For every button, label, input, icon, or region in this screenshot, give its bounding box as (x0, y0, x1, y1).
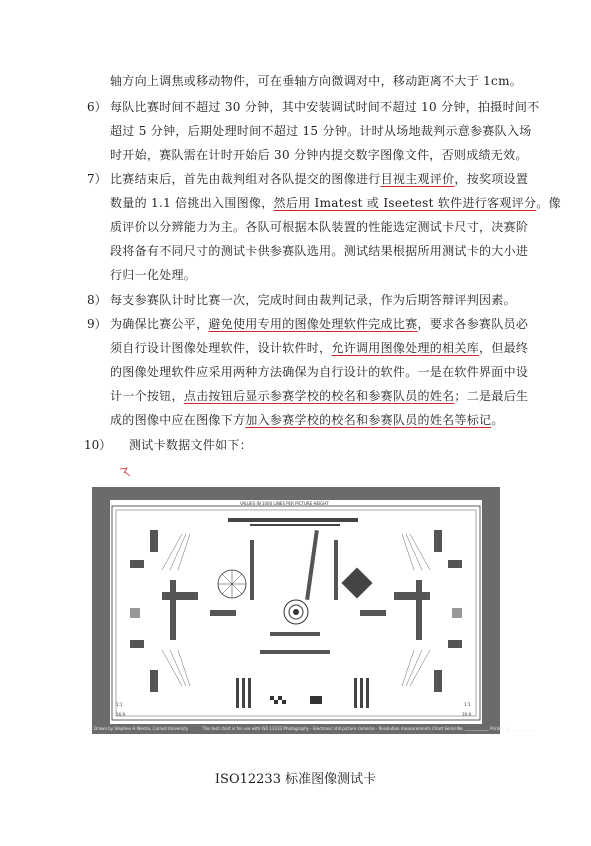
chart-corner-label: 1:1 (464, 702, 471, 707)
item-7-line: 段将备有不同尺寸的测试卡供参赛队选用。测试结果根据所用测试卡的大小进 (110, 244, 529, 258)
item-6-line: 时开始，赛队需在计时开始后 30 分钟内提交数字图像文件，否则成绩无效。 (110, 148, 528, 162)
iso12233-test-chart (92, 487, 536, 734)
text-run: 计一个按钮， (110, 389, 184, 403)
item-9-line-5 (110, 409, 504, 431)
figure-caption: ISO12233 标准图像测试卡 (214, 772, 377, 787)
text-run: 。 (491, 413, 504, 427)
text-run: 成的图像中应在图像下方 (110, 413, 246, 427)
underlined-text: 然后用 Imatest 或 Iseetest 软件进行客观评分 (273, 196, 537, 210)
underlined-text: 目视主观评价 (380, 172, 455, 186)
item-10-number: 10） (84, 438, 112, 452)
chart-footer-left: Drawn by Stephen H Westin, Cornell University (94, 726, 189, 731)
text-run: 。像 (536, 196, 561, 210)
chart-corner-label: 16:9 (116, 712, 125, 717)
item-9-line-3: 的图像处理软件应采用两种方法确保为自行设计的软件。一是在软件界面中设 (110, 365, 529, 379)
underlined-text: 点击按钮后显示参赛学校的校名和参赛队员的姓名 (183, 389, 455, 403)
item-7-line: 行归一化处理。 (110, 268, 197, 282)
item-9-line-4 (110, 385, 528, 407)
handwritten-mark-icon (118, 466, 132, 478)
text-run: 须自行设计图像处理软件，设计软件时， (110, 341, 332, 355)
text-run: ，按奖项设置 (454, 172, 529, 186)
chart-pattern (110, 500, 482, 724)
chart-footer-mid: This test chart is for use with ISO 12233 Photography - Electronic still picture cameras - Resolution measurements Chart Serial No. ____________ Printed by ____________ (202, 726, 536, 731)
item-9-number: 9） (87, 317, 107, 331)
text-run: 为确保比赛公平， (110, 317, 209, 331)
text-run: ；二是最后生 (454, 389, 529, 403)
item-8-line: 每支参赛队计时比赛一次，完成时间由裁判记录，作为后期答辩评判因素。 (110, 293, 516, 307)
item-8-number: 8） (87, 293, 107, 307)
item-9-line-1 (110, 313, 528, 335)
item-10-line: 测试卡数据文件如下： (129, 438, 253, 452)
text-run: ，要求各参赛队员必 (417, 317, 529, 331)
chart-corner-label: 16:9 (462, 712, 471, 717)
underlined-text: 避免使用专用的图像处理软件完成比赛 (208, 317, 418, 331)
chart-corner-label: 1:1 (116, 702, 123, 707)
item-6-line: 每队比赛时间不超过 30 分钟，其中安装调试时间不超过 10 分钟，拍摄时间不 (110, 100, 540, 114)
text-run: ，但最终 (479, 341, 529, 355)
item-6-number: 6） (87, 100, 107, 114)
paragraph-continuation: 轴方向上调焦或移动物件，可在垂轴方向微调对中，移动距离不大于 1cm。 (110, 74, 523, 88)
item-7-line-2 (110, 192, 561, 214)
item-7-line-1 (110, 168, 528, 190)
text-run: 比赛结束后，首先由裁判组对各队提交的图像进行 (110, 172, 381, 186)
item-7-number: 7） (87, 172, 107, 186)
item-6-line: 超过 5 分钟，后期处理时间不超过 15 分钟。计时从场地裁判示意参赛队入场 (110, 124, 532, 138)
test-chart-face (110, 500, 482, 724)
item-7-line: 质评价以分辨能力为主。各队可根据本队装置的性能选定测试卡尺寸，决赛阶 (110, 220, 529, 234)
text-run: 数量的 1.1 倍挑出入围图像， (110, 196, 274, 210)
underlined-text: 允许调用图像处理的相关库 (331, 341, 480, 355)
chart-top-label: VALUES IN 1000 LINES PER PICTURE HEIGHT (240, 501, 329, 506)
item-9-line-2 (110, 337, 528, 359)
underlined-text: 加入参赛学校的校名和参赛队员的姓名等标记 (245, 413, 492, 427)
